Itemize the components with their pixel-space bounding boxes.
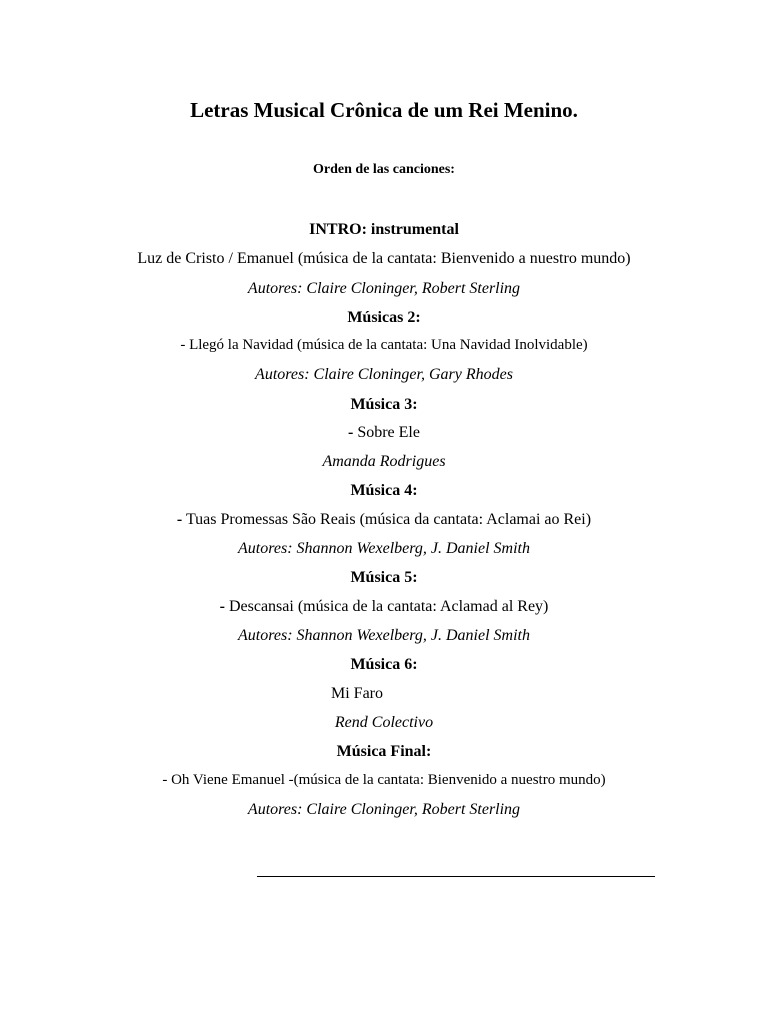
musica2-author: Autores: Claire Cloninger, Gary Rhodes [255,366,513,383]
intro-song: Luz de Cristo / Emanuel (música de la cantata: Bienvenido a nuestro mundo) [137,250,631,267]
musica5-author: Autores: Shannon Wexelberg, J. Daniel Smith [238,627,530,644]
musica5-heading: Música 5: [350,569,418,586]
signature-rule [257,876,655,877]
musica6-author: Rend Colectivo [334,714,434,731]
final-song: - Oh Viene Emanuel -(música de la cantata: Bienvenido a nuestro mundo) [162,772,606,788]
musica5-song-line [0,599,768,615]
intro-author: Autores: Claire Cloninger, Robert Sterling [247,280,521,297]
musica3-song-line [0,425,768,441]
musica3-song: Sobre Ele [353,424,420,441]
song-order-subtitle: Orden de las canciones: [313,162,455,177]
musica4-song-line [0,512,768,528]
musica2-heading: Músicas 2: [347,309,421,326]
musica4-dash: - [176,511,183,528]
document-title: Letras Musical Crônica de um Rei Menino. [190,98,578,122]
musica3-heading: Música 3: [350,396,418,413]
musica3-author: Amanda Rodrigues [322,453,446,470]
musica6-song: Mi Faro [331,685,383,702]
musica4-author: Autores: Shannon Wexelberg, J. Daniel Smith [238,540,530,557]
final-heading: Música Final: [336,743,432,760]
musica4-heading: Música 4: [350,482,418,499]
musica4-song: Tuas Promessas São Reais (música da cantata: Aclamai ao Rei) [182,511,592,528]
musica5-song: Descansai (música de la cantata: Aclamad al Rey) [224,598,549,615]
musica5-dash: - [219,598,225,615]
musica3-dash: - [348,424,354,441]
musica2-song: - Llegó la Navidad (música de la cantata: Una Navidad Inolvidable) [180,337,588,353]
musica6-heading: Música 6: [350,656,418,673]
intro-heading: INTRO: instrumental [309,221,459,238]
final-author: Autores: Claire Cloninger, Robert Sterling [247,801,521,818]
